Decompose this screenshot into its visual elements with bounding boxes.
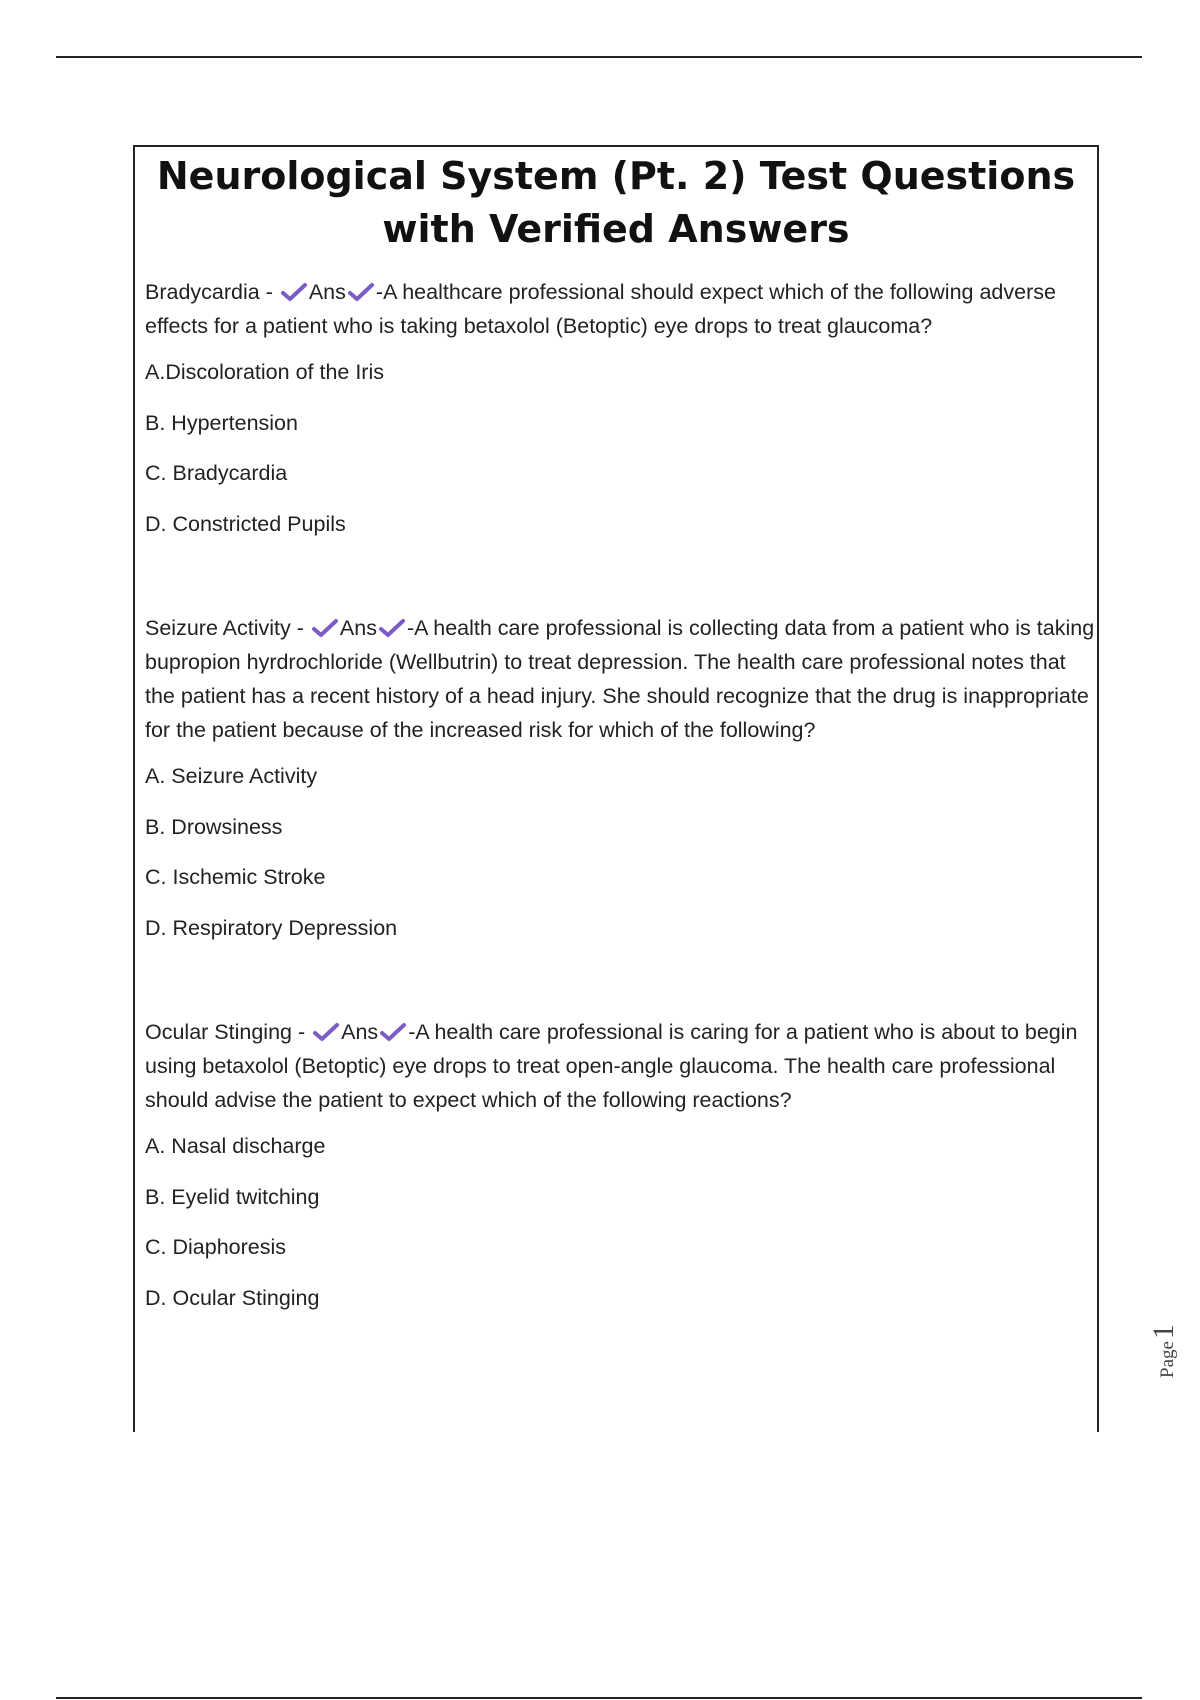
question-text [145, 611, 1095, 747]
check-icon [379, 618, 405, 638]
answer-option-d: D. Ocular Stinging [145, 1285, 320, 1310]
answer-label: Ocular Stinging - [145, 1020, 306, 1044]
answer-option-c: C. Diaphoresis [145, 1235, 286, 1259]
question-block [145, 275, 1095, 539]
question-list [145, 275, 1095, 1333]
title-line-2: with Verified Answers [382, 207, 850, 251]
question-body: -A healthcare professional should expect which of the following adverse effects for a patient who is taking betaxolol (Betoptic) eye drops to treat glaucoma? [145, 280, 1056, 338]
header-rule [56, 56, 1142, 58]
page-label: Page [1157, 1341, 1178, 1378]
check-icon [312, 618, 338, 638]
page-number-value: 1 [1147, 1324, 1180, 1340]
answer-option-d: D. Constricted Pupils [145, 511, 346, 536]
document-title [133, 150, 1099, 256]
question-block [145, 611, 1095, 943]
footer-rule [56, 1697, 1142, 1699]
ans-marker: Ans [308, 280, 346, 304]
answer-option-b: B. Hypertension [145, 410, 298, 435]
answer-label: Bradycardia - [145, 280, 273, 304]
answer-option-a: A. Nasal discharge [145, 1134, 326, 1158]
question-spacer [145, 559, 1095, 611]
answer-option-c: C. Ischemic Stroke [145, 865, 326, 889]
check-icon [281, 282, 307, 302]
question-text [145, 1015, 1095, 1117]
ans-marker: Ans [341, 1020, 379, 1044]
question-body: -A health care professional is collecting data from a patient who is taking bupropion hyrdrochloride (Wellbutrin) to treat depression. The health care professional notes that the patient has a recent history of a head injury. She should recognize that the drug is inappropriate for the patient because of the increased risk for which of the following? [145, 616, 1095, 742]
title-line-1: Neurological System (Pt. 2) Test Questions [156, 154, 1076, 198]
check-icon [348, 282, 374, 302]
answer-option-b: B. Eyelid twitching [145, 1184, 320, 1209]
question-spacer [145, 963, 1095, 1015]
answer-option-d: D. Respiratory Depression [145, 915, 398, 940]
answer-label: Seizure Activity - [145, 616, 304, 640]
answer-option-a: A.Discoloration of the Iris [145, 360, 384, 384]
answer-option-b: B. Drowsiness [145, 814, 283, 839]
question-text [145, 275, 1095, 343]
ans-marker: Ans [339, 616, 377, 640]
check-icon [380, 1022, 406, 1042]
question-block [145, 1015, 1095, 1313]
answer-option-a: A. Seizure Activity [145, 764, 318, 788]
answer-option-c: C. Bradycardia [145, 461, 288, 485]
check-icon [313, 1022, 339, 1042]
page-number [1147, 1278, 1183, 1378]
question-body: -A health care professional is caring for a patient who is about to begin using betaxolol (Betoptic) eye drops to treat open-angle glaucoma. The health care professional should advise the patient to expect which of the following reactions? [145, 1020, 1078, 1112]
